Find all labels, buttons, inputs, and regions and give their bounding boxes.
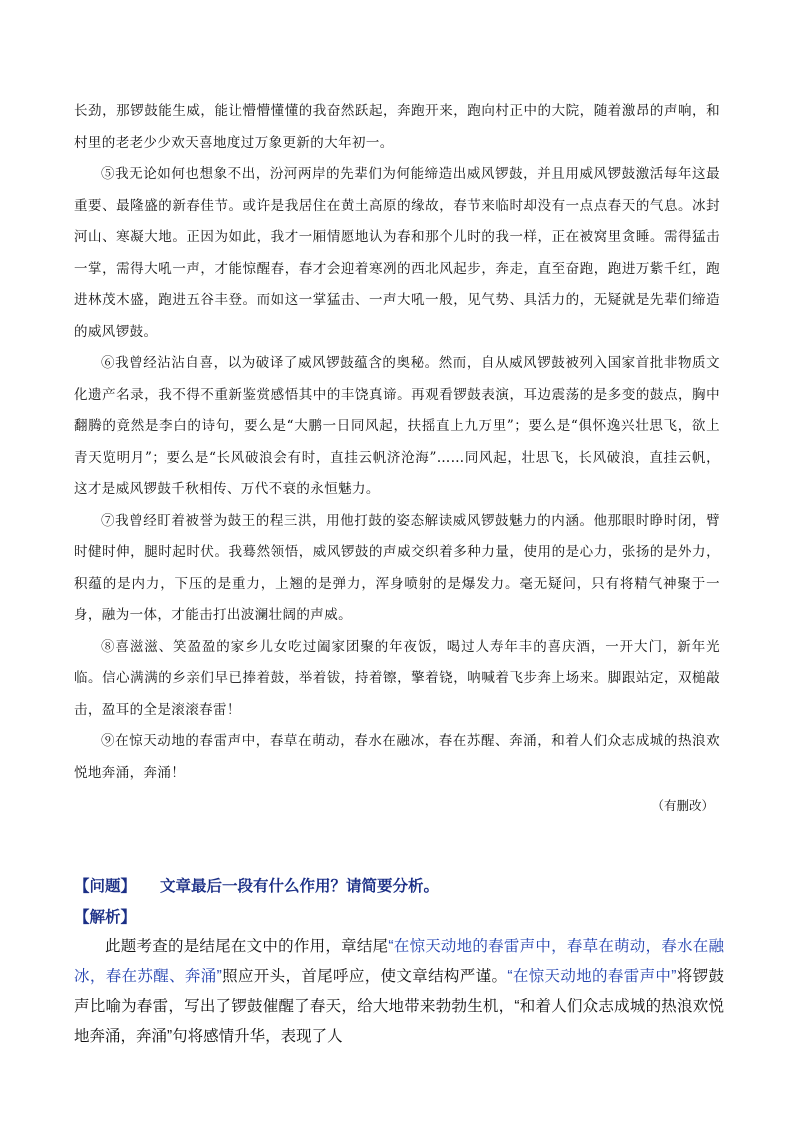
analysis-segment-2: 照应开头，首尾呼应，使文章结构严谨。 bbox=[221, 968, 508, 985]
question-tag: 【问题】 bbox=[74, 877, 137, 895]
analysis-text bbox=[74, 932, 724, 1052]
essay-paragraph-6: ⑥我曾经沾沾自喜，以为破译了威风锣鼓蕴含的奥秘。然而，自从威风锣鼓被列入国家首批非物质文化遗产名录，我不得不重新鉴赏感悟其中的丰饶真谛。再观看锣鼓表演，耳边震荡的是多变的鼓点，胸中翻腾的竟然是李白的诗句，要么是“大鹏一日同风起，扶摇直上九万里”；要么是“俱怀逸兴壮思飞，欲上青天览明月”；要么是“长风破浪会有时，直挂云帆济沧海”……同风起，壮思飞，长风破浪，直挂云帆，这才是威风锣鼓千秋相传、万代不衰的永恒魅力。 bbox=[74, 355, 720, 497]
question-text: 文章最后一段有什么作用？请简要分析。 bbox=[160, 877, 440, 895]
essay-paragraph-continued: 长劲，那锣鼓能生威，能让懵懵懂懂的我奋然跃起，奔跑开来，跑向村正中的大院，随着激昂的声响，和村里的老老少少欢天喜地度过万象更新的大年初一。 bbox=[74, 103, 720, 151]
essay-paragraph-8: ⑧喜滋滋、笑盈盈的家乡儿女吃过阖家团聚的年夜饭，喝过人寿年丰的喜庆酒，一开大门，新年光临。信心满满的乡亲们早已捧着鼓，举着钹，持着镲，擎着铙，呐喊着飞步奔上场来。脚跟站定，双槌敲击，盈耳的全是滚滚春雷！ bbox=[74, 638, 720, 718]
analysis-tag: 【解析】 bbox=[74, 908, 137, 926]
analysis-header bbox=[74, 905, 724, 927]
source-credit: （有删改） bbox=[651, 798, 714, 813]
essay-paragraph-7: ⑦我曾经盯着被誉为鼓王的程三洪，用他打鼓的姿态解读威风锣鼓魅力的内涵。他那眼时睁时闭，臂时健时伸，腿时起时伏。我蓦然领悟，威风锣鼓的声威交织着多种力量，使用的是心力，张扬的是外力，积蕴的是内力，下压的是重力，上翘的是弹力，浑身喷射的是爆发力。毫无疑问，只有将精气神聚于一身，融为一体，才能击打出波澜壮阔的声威。 bbox=[74, 512, 720, 623]
analysis-segment-1: 此题考查的是结尾在文中的作用，章结尾 bbox=[105, 938, 389, 955]
essay-text bbox=[74, 96, 720, 789]
question-block bbox=[74, 874, 724, 896]
essay-paragraph-9: ⑨在惊天动地的春雷声中，春草在萌动，春水在融冰，春在苏醒、奔涌，和着人们众志成城的热浪欢悦地奔涌，奔涌！ bbox=[74, 733, 720, 781]
analysis-quote-2: “在惊天动地的春雷声中” bbox=[507, 968, 677, 985]
essay-paragraph-5: ⑤我无论如何也想象不出，汾河两岸的先辈们为何能缔造出威风锣鼓，并且用威风锣鼓激活每年这最重要、最隆盛的新春佳节。或许是我居住在黄土高原的缘故，春节来临时却没有一点点春天的气息。冰封河山、寒凝大地。正因为如此，我才一厢情愿地认为春和那个儿时的我一样，正在被窝里贪睡。需得猛击一掌，需得大吼一声，才能惊醒春，春才会迎着寒冽的西北风起步，奔走，直至奋跑，跑进万紫千红，跑进林茂木盛，跑进五谷丰登。而如这一掌猛击、一声大吼一般，见气势、具活力的，无疑就是先辈们缔造的威风锣鼓。 bbox=[74, 166, 720, 340]
analysis-quote-1: “在惊天动地的春雷声中，春草在萌动，春水在融冰，春在苏醒、奔涌” bbox=[74, 938, 724, 985]
analysis-segment-3: 将锣鼓声比喻为春雷，写出了锣鼓催醒了春天，给大地带来勃勃生机，“和着人们众志成城的热浪欢悦地奔涌，奔涌”句将感情升华，表现了人 bbox=[74, 968, 724, 1045]
